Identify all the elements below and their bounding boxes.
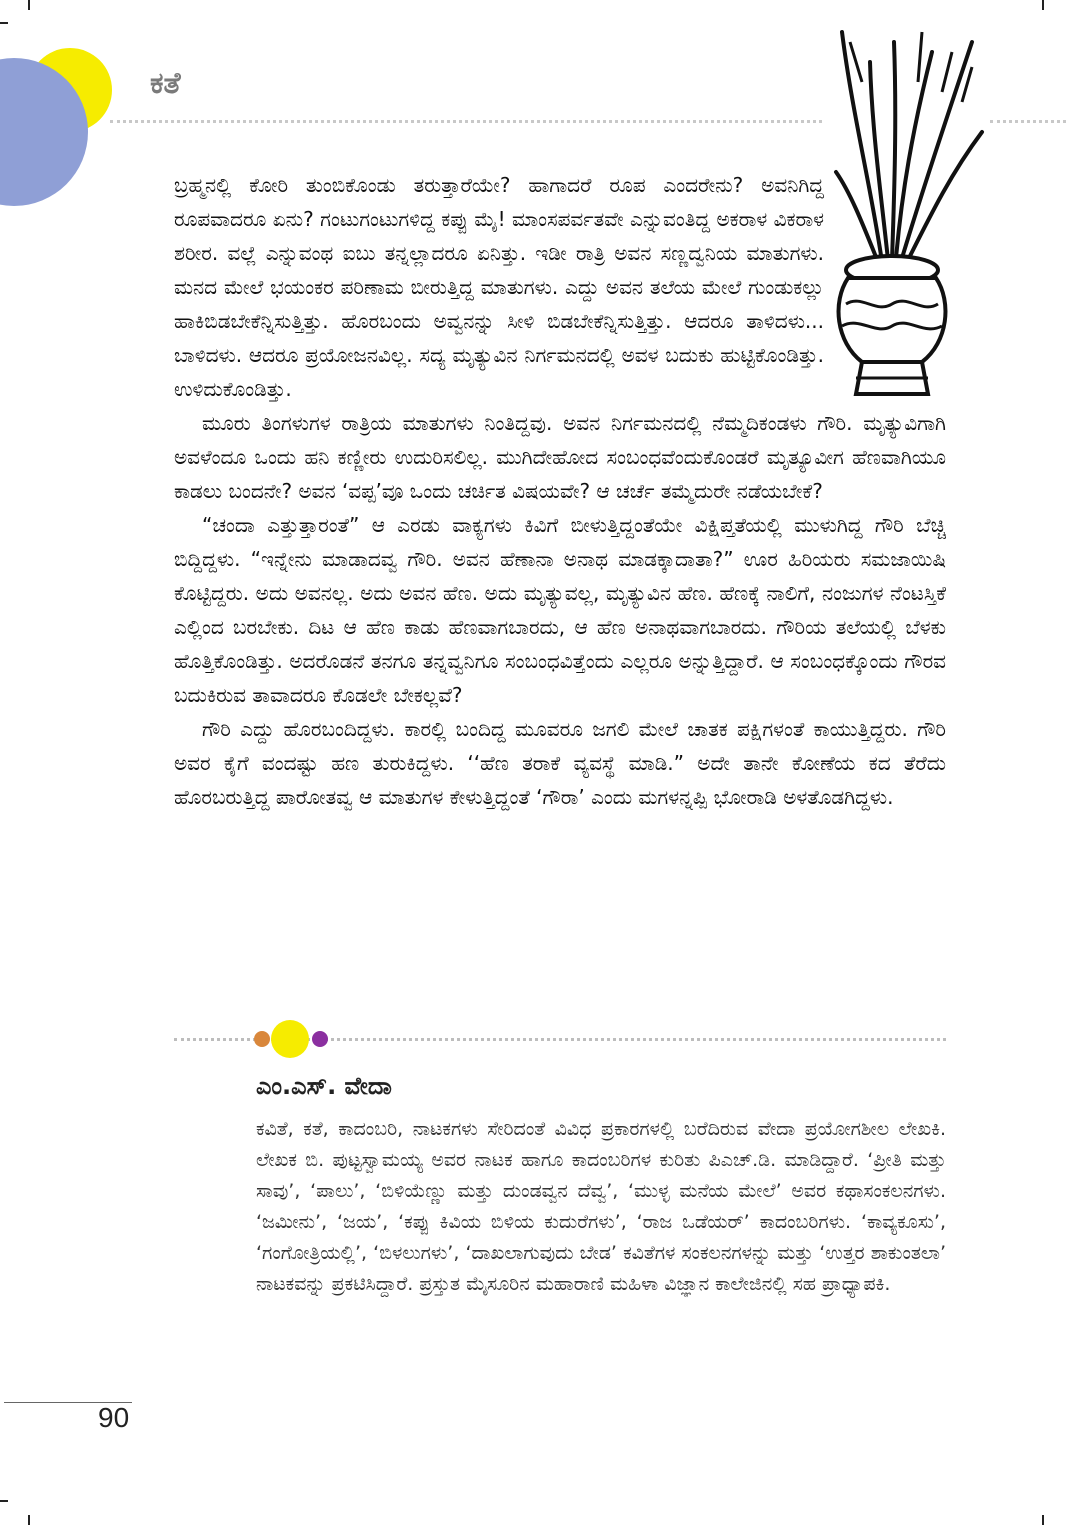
story-paragraph: ಬ್ರಹ್ಮನಲ್ಲಿ ಕೋರಿ ತುಂಬಿಕೊಂಡು ತರುತ್ತಾರೆಯೇ? ಹಾಗಾದರೆ ರೂಪ ಎಂದರೇನು? ಅವನಿಗಿದ್ದ ರೂಪವಾದರೂ ಏನು? ಗಂಟುಗಂಟುಗಳಿದ್ದ ಕಪ್ಪು ಮೈ! ಮಾಂಸಪರ್ವತವೇ ಎನ್ನುವಂತಿದ್ದ ಅಕರಾಳ ವಿಕರಾಳ ಶರೀರ. ವಲ್ಲೆ ಎನ್ನುವಂಥ ಐಬು ತನ್ನಲ್ಲಾದರೂ ಏನಿತ್ತು. ಇಡೀ ರಾತ್ರಿ ಅವನ ಸಣ್ಣದ್ವನಿಯ ಮಾತುಗಳು. ಮನದ ಮೇಲೆ ಭಯಂಕರ ಪರಿಣಾಮ ಬೀರುತ್ತಿದ್ದ ಮಾತುಗಳು. ಎದ್ದು ಅವನ ತಲೆಯ ಮೇಲೆ ಗುಂಡುಕಲ್ಲು ಹಾಕಿಬಿಡಬೇಕೆನ್ನಿಸುತ್ತಿತ್ತು. ಹೊರಬಂದು ಅವ್ವನನ್ನು ಸೀಳಿ ಬಿಡಬೇಕೆನ್ನಿಸುತ್ತಿತ್ತು. ಆದರೂ ತಾಳಿದಳು... ಬಾಳಿದಳು. ಆದರೂ ಪ್ರಯೋಜನವಿಲ್ಲ. ಸದ್ಯ ಮೃತ್ಯುವಿನ ನಿರ್ಗಮನದಲ್ಲಿ ಅವಳ ಬದುಕು ಹುಟ್ಟಿಕೊಂಡಿತ್ತು. ಉಳಿದುಕೊಂಡಿತ್ತು. (174, 173, 824, 401)
story-paragraph: “ಚಂದಾ ಎತ್ತುತ್ತಾರಂತೆ” ಆ ಎರಡು ವಾಕ್ಯಗಳು ಕಿವಿಗೆ ಬೀಳುತ್ತಿದ್ದಂತೆಯೇ ವಿಕ್ಷಿಪ್ತತೆಯಲ್ಲಿ ಮುಳುಗಿದ್ದ ಗೌರಿ ಬೆಚ್ಚಿ ಬಿದ್ದಿದ್ದಳು. “ಇನ್ನೇನು ಮಾಡಾದವ್ವ ಗೌರಿ. ಅವನ ಹೆಣಾನಾ ಅನಾಥ ಮಾಡಕ್ಕಾದಾತಾ?” ಊರ ಹಿರಿಯರು ಸಮಜಾಯಿಷಿ ಕೊಟ್ಟಿದ್ದರು. ಅದು ಅವನಲ್ಲ. ಅದು ಅವನ ಹೆಣ. ಅದು ಮೃತ್ಯುವಲ್ಲ, ಮೃತ್ಯುವಿನ ಹೆಣ. ಹೆಣಕ್ಕೆ ನಾಲಿಗೆ, ನಂಜುಗಳ ನೆಂಟಸ್ತಿಕೆ ಎಲ್ಲಿಂದ ಬರಬೇಕು. ದಿಟ ಆ ಹೆಣ ಕಾಡು ಹೆಣವಾಗಬಾರದು, ಆ ಹೆಣ ಅನಾಥವಾಗಬಾರದು. ಗೌರಿಯ ತಲೆಯಲ್ಲಿ ಬೆಳಕು ಹೊತ್ತಿಕೊಂಡಿತ್ತು. ಅದರೊಡನೆ ತನಗೂ ತನ್ನವ್ವನಿಗೂ ಸಂಬಂಧವಿತ್ತೆಂದು ಎಲ್ಲರೂ ಅನ್ನುತ್ತಿದ್ದಾರೆ. ಆ ಸಂಬಂಧಕ್ಕೊಂದು ಗೌರವ ಬದುಕಿರುವ ತಾವಾದರೂ ಕೊಡಲೇ ಬೇಕಲ್ಲವೆ? (174, 513, 947, 707)
story-paragraph: ಗೌರಿ ಎದ್ದು ಹೊರಬಂದಿದ್ದಳು. ಕಾರಲ್ಲಿ ಬಂದಿದ್ದ ಮೂವರೂ ಜಗಲಿ ಮೇಲೆ ಚಾತಕ ಪಕ್ಷಿಗಳಂತೆ ಕಾಯುತ್ತಿದ್ದರು. ಗೌರಿ ಅವರ ಕೈಗೆ ವಂದಷ್ಟು ಹಣ ತುರುಕಿದ್ದಳು. ‘‘ಹೆಣ ತರಾಕೆ ವ್ಯವಸ್ಥೆ ಮಾಡಿ.” ಅದೇ ತಾನೇ ಕೋಣೆಯ ಕದ ತೆರೆದು ಹೊರಬರುತ್ತಿದ್ದ ಪಾರೋತವ್ವ ಆ ಮಾತುಗಳ ಕೇಳುತ್ತಿದ್ದಂತೆ ‘ಗೌರಾ’ ಎಂದು ಮಗಳನ್ನಪ್ಪಿ ಭೋರಾಡಿ ಅಳತೊಡಗಿದ್ದಳು. (174, 717, 946, 809)
crop-mark-bottom-left (28, 1515, 30, 1525)
story-text (174, 168, 946, 814)
author-name: ಎಂ.ಎಸ್. ವೇದಾ (256, 1072, 392, 1100)
purple-dot (312, 1031, 328, 1047)
story-paragraph: ಮೂರು ತಿಂಗಳುಗಳ ರಾತ್ರಿಯ ಮಾತುಗಳು ನಿಂತಿದ್ದವು. ಅವನ ನಿರ್ಗಮನದಲ್ಲಿ ನೆಮ್ಮದಿಕಂಡಳು ಗೌರಿ. ಮೃತ್ಯುವಿಗಾಗಿ ಅವಳೆಂದೂ ಒಂದು ಹನಿ ಕಣ್ಣೀರು ಉದುರಿಸಲಿಲ್ಲ. ಮುಗಿದೇಹೋದ ಸಂಬಂಧವೆಂದುಕೊಂಡರೆ ಮೃತ್ಯೂವೀಗ ಹೆಣವಾಗಿಯೂ ಕಾಡಲು ಬಂದನೇ? ಅವನ ‘ವಪ್ಪ’ವೂ ಒಂದು ಚರ್ಚಿತ ವಿಷಯವೇ? ಆ ಚರ್ಚೆ ತಮ್ಮೆದುರೇ ನಡೆಯಬೇಕೆ? (174, 411, 946, 503)
yellow-dot (271, 1020, 309, 1058)
crop-mark-top-right (1042, 0, 1044, 10)
author-bio-text: ಕವಿತೆ, ಕತೆ, ಕಾದಂಬರಿ, ನಾಟಕಗಳು ಸೇರಿದಂತೆ ವಿವಿಧ ಪ್ರಕಾರಗಳಲ್ಲಿ ಬರೆದಿರುವ ವೇದಾ ಪ್ರಯೋಗಶೀಲ ಲೇಖಕಿ. ಲೇಖಕ ಬಿ. ಪುಟ್ಟಸ್ವಾಮಯ್ಯ ಅವರ ನಾಟಕ ಹಾಗೂ ಕಾದಂಬರಿಗಳ ಕುರಿತು ಪಿಎಚ್.ಡಿ. ಮಾಡಿದ್ದಾರೆ. ‘ಪ್ರೀತಿ ಮತ್ತು ಸಾವು’, ‘ಪಾಲು’, ‘ಬಿಳಿಯೆಣ್ಣು ಮತ್ತು ದುಂಡವ್ವನ ದೆವ್ವ’, ‘ಮುಳ್ಳ ಮನೆಯ ಮೇಲೆ’ ಅವರ ಕಥಾಸಂಕಲನಗಳು. ‘ಜಮೀನು’, ‘ಜಯ’, ‘ಕಪ್ಪು ಕಿವಿಯ ಬಿಳಿಯ ಕುದುರೆಗಳು’, ‘ರಾಜ ಒಡೆಯರ್’ ಕಾದಂಬರಿಗಳು. ‘ಕಾವ್ಯಕೂಸು’, ‘ಗಂಗೋತ್ರಿಯಲ್ಲಿ’, ‘ಬಿಳಲುಗಳು’, ‘ದಾಖಲಾಗುವುದು ಬೇಡ’ ಕವಿತೆಗಳ ಸಂಕಲನಗಳನ್ನು ಮತ್ತು ‘ಉತ್ತರ ಶಾಕುಂತಲಾ’ ನಾಟಕವನ್ನು ಪ್ರಕಟಿಸಿದ್ದಾರೆ. ಪ್ರಸ್ತುತ ಮೈಸೂರಿನ ಮಹಾರಾಣಿ ಮಹಿಳಾ ವಿಜ್ಞಾನ ಕಾಲೇಜಿನಲ್ಲಿ ಸಹ ಪ್ರಾಧ್ಯಾಪಕಿ. (256, 1118, 946, 1295)
header-dotted-rule (110, 120, 822, 123)
section-label: ಕತೆ (150, 66, 181, 101)
crop-mark-bottom-right (1042, 1515, 1044, 1525)
orange-dot (254, 1031, 270, 1047)
page-number: 90 (98, 1402, 130, 1433)
author-bio (256, 1114, 946, 1300)
decorative-circles (0, 0, 130, 215)
crop-mark-left-lower (0, 1500, 8, 1502)
header-dotted-rule-right (990, 120, 1066, 123)
section-divider (174, 1022, 946, 1056)
